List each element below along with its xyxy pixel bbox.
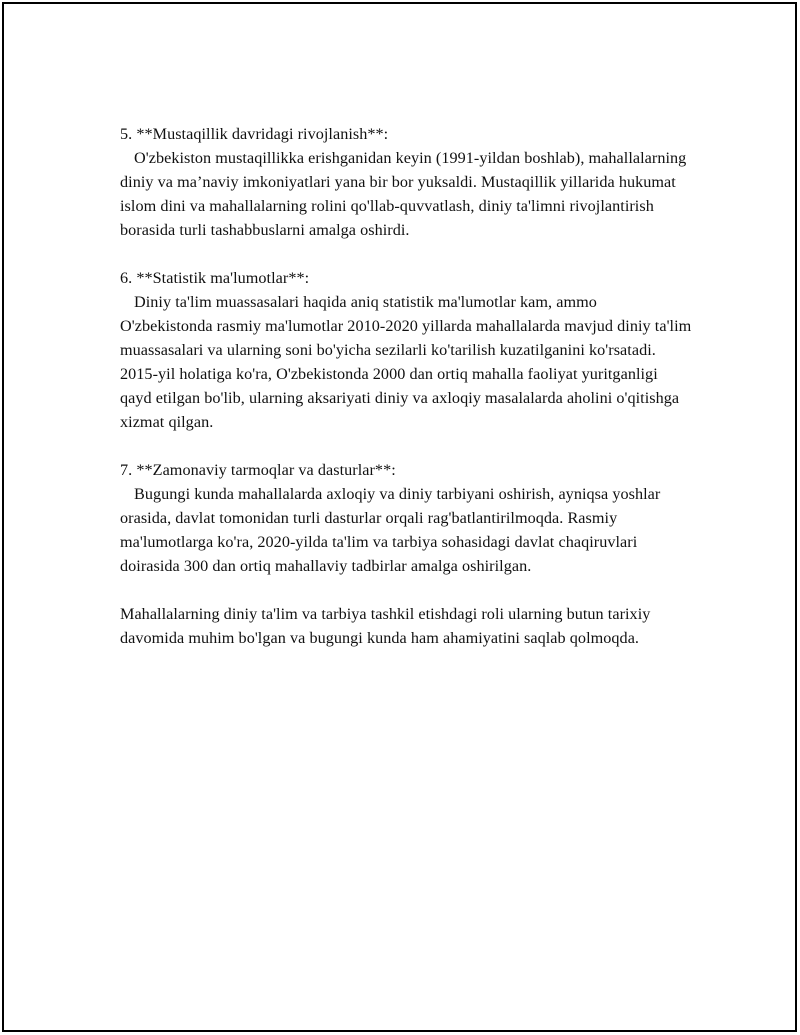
- document-body: [120, 122, 692, 674]
- section-paragraph: O'zbekiston mustaqillikka erishganidan keyin (1991-yildan boshlab), mahallalarning diniy va ma’naviy imkoniyatlari yana bir bor yuksaldi. Mustaqillik yillarida hukumat islom dini va mahallalarning rolini qo'llab-quvvatlash, diniy ta'limni rivojlantirish borasida turli tashabbuslarni amalga oshirdi.: [120, 149, 687, 239]
- section-heading: 7. **Zamonaviy tarmoqlar va dasturlar**:: [120, 461, 396, 479]
- closing-paragraph: Mahallalarning diniy ta'lim va tarbiya tashkil etishdagi roli ularning butun tarixiy davomida muhim bo'lgan va bugungi kunda ham ahamiyatini saqlab qolmoqda.: [120, 605, 651, 647]
- section-zamonaviy: [120, 458, 692, 578]
- page-frame: [2, 2, 797, 1032]
- section-statistik: [120, 266, 692, 434]
- section-heading: 6. **Statistik ma'lumotlar**:: [120, 269, 310, 287]
- section-paragraph: Diniy ta'lim muassasalari haqida aniq statistik ma'lumotlar kam, ammo O'zbekistonda rasmiy ma'lumotlar 2010-2020 yillarda mahallalarda mavjud diniy ta'lim muassasalari va ularning soni bo'yicha sezilarli ko'tarilish kuzatilganini ko'rsatadi. 2015-yil holatiga ko'ra, O'zbekistonda 2000 dan ortiq mahalla faoliyat yuritganligi qayd etilgan bo'lib, ularning aksariyati diniy va axloqiy masalalarda aholini o'qitishga xizmat qilgan.: [120, 293, 692, 431]
- closing-section: [120, 602, 692, 650]
- section-mustaqillik: [120, 122, 692, 242]
- section-heading: 5. **Mustaqillik davridagi rivojlanish**:: [120, 125, 389, 143]
- section-paragraph: Bugungi kunda mahallalarda axloqiy va diniy tarbiyani oshirish, ayniqsa yoshlar orasida, davlat tomonidan turli dasturlar orqali rag'batlantirilmoqda. Rasmiy ma'lumotlarga ko'ra, 2020-yilda ta'lim va tarbiya sohasidagi davlat chaqiruvlari doirasida 300 dan ortiq mahallaviy tadbirlar amalga oshirilgan.: [120, 485, 661, 575]
